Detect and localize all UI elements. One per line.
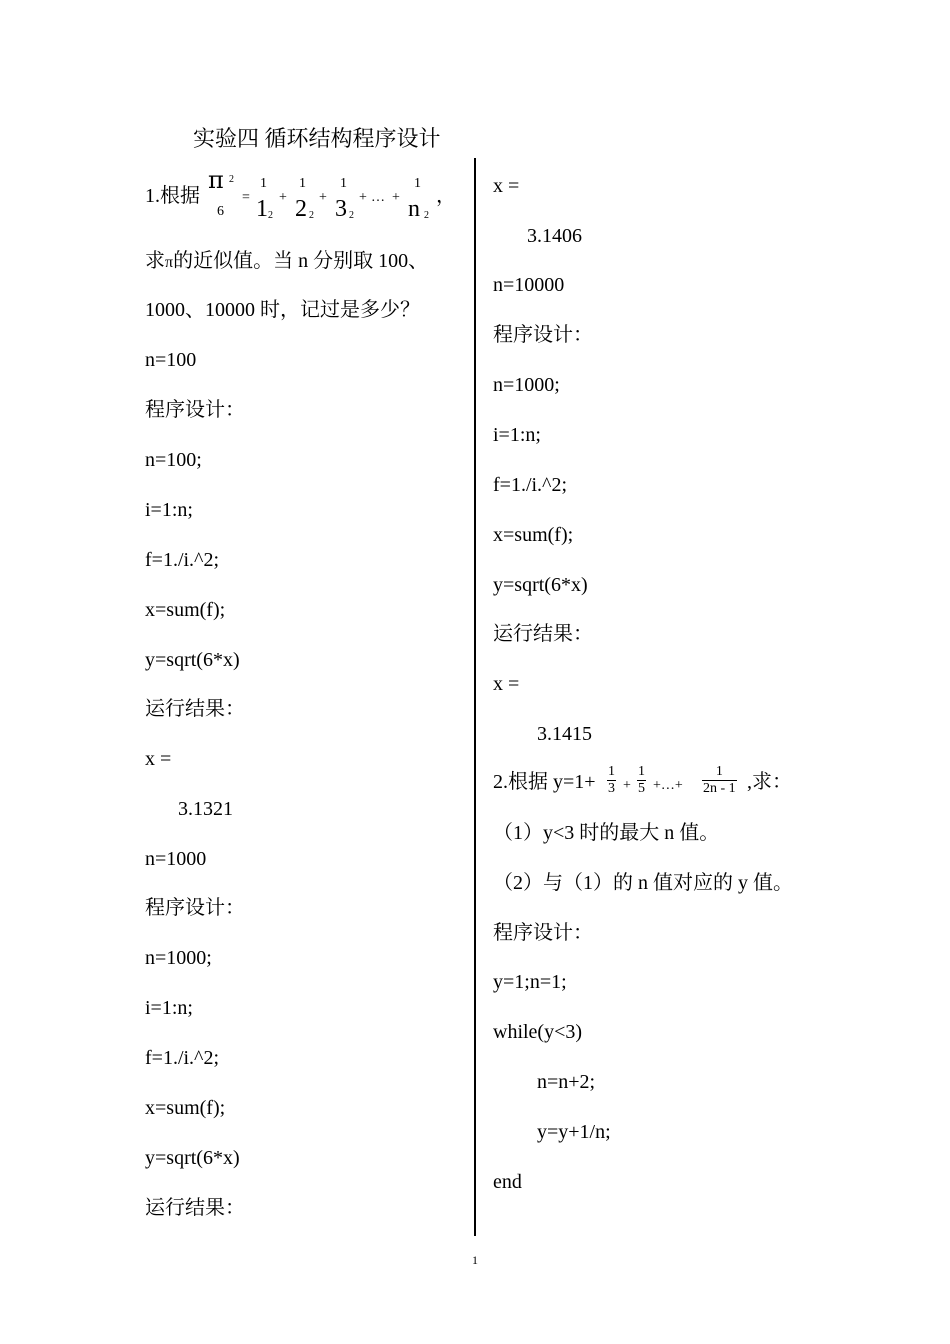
frac1-denominator: 3 <box>608 781 615 796</box>
pi-exponent: 2 <box>229 174 234 185</box>
p2-code-line-5: y=y+1/n; <box>537 1121 611 1143</box>
six-denominator: 6 <box>217 204 224 219</box>
right-line-11: x = <box>493 673 520 695</box>
formula-comma: ， <box>436 185 456 207</box>
left-line-2: 程序设计： <box>145 399 245 421</box>
left-line-4: i=1:n; <box>145 499 193 521</box>
fraction-1-5 <box>637 764 646 797</box>
plus-sign-3: + <box>359 190 367 205</box>
ellipsis: … <box>371 190 385 205</box>
term2-denominator: 2 <box>295 196 307 222</box>
right-line-7: f=1./i.^2; <box>493 474 567 496</box>
plus-sign-1: + <box>279 190 287 205</box>
pi-inline: π <box>165 254 174 271</box>
left-line-6: x=sum(f); <box>145 599 226 621</box>
plus-sign-4: + <box>392 190 400 205</box>
right-line-3: n=10000 <box>493 274 565 296</box>
term2-numerator: 1 <box>299 176 306 191</box>
right-line-8: x=sum(f); <box>493 524 574 546</box>
dots-p2: +…+ <box>653 778 683 793</box>
left-line-11: n=1000 <box>145 848 207 870</box>
right-line-2: 3.1406 <box>527 225 582 247</box>
right-line-12: 3.1415 <box>537 723 592 745</box>
page-title: 实验四 循环结构程序设计 <box>193 126 441 151</box>
left-line-14: i=1:n; <box>145 997 193 1019</box>
left-line-16: x=sum(f); <box>145 1097 226 1119</box>
plus-sign-2: + <box>319 190 327 205</box>
p2-code-line-4: n=n+2; <box>537 1071 596 1093</box>
term1-exponent: 2 <box>268 210 273 221</box>
term3-exponent: 2 <box>349 210 354 221</box>
problem1-prefix: 1.根据 <box>145 185 200 207</box>
plus-sign-p2: + <box>623 778 631 793</box>
problem2-question2: （2）与（1）的 n 值对应的 y 值。 <box>493 872 793 894</box>
left-line-10: 3.1321 <box>178 798 233 820</box>
pi-symbol: π <box>208 166 224 194</box>
left-line-12: 程序设计： <box>145 897 245 919</box>
problem2-question1: （1）y<3 时的最大 n 值。 <box>493 822 720 844</box>
problem1-line3: 1000、10000 时，记过是多少？ <box>145 299 420 321</box>
right-line-9: y=sqrt(6*x) <box>493 574 588 596</box>
right-line-10: 运行结果： <box>493 623 593 645</box>
frac1-numerator: 1 <box>608 764 615 779</box>
left-line-3: n=100; <box>145 449 202 471</box>
problem2-suffix: ,求： <box>747 771 792 793</box>
equals-sign: = <box>242 190 250 205</box>
right-line-6: i=1:n; <box>493 424 541 446</box>
problem1-line2-end: 的近似值。当 n 分别取 100、 <box>173 250 429 272</box>
termn-denominator: n <box>408 196 420 222</box>
left-line-17: y=sqrt(6*x) <box>145 1147 240 1169</box>
term3-numerator: 1 <box>340 176 347 191</box>
problem1-line2-start: 求 <box>145 250 165 272</box>
left-line-15: f=1./i.^2; <box>145 1047 219 1069</box>
problem1-line2 <box>145 249 428 275</box>
term1-denominator: 1 <box>256 196 268 222</box>
p2-code-line-3: while(y<3) <box>493 1021 583 1043</box>
left-line-8: 运行结果： <box>145 698 245 720</box>
problem2-prefix: 2.根据 y=1+ <box>493 771 596 793</box>
right-line-5: n=1000; <box>493 374 560 396</box>
fraction-1-3 <box>607 764 616 797</box>
page-number: 1 <box>472 1253 478 1267</box>
left-line-7: y=sqrt(6*x) <box>145 649 240 671</box>
left-line-18: 运行结果： <box>145 1197 245 1219</box>
left-line-9: x = <box>145 748 172 770</box>
right-line-1: x = <box>493 175 520 197</box>
termn-exponent: 2 <box>424 210 429 221</box>
frac3-denominator: 2n - 1 <box>703 781 736 796</box>
fraction-1-2n-1 <box>702 764 737 797</box>
right-line-4: 程序设计： <box>493 324 593 346</box>
frac2-numerator: 1 <box>638 764 645 779</box>
left-line-1: n=100 <box>145 349 197 371</box>
column-divider <box>474 158 476 1236</box>
frac3-numerator: 1 <box>715 764 723 779</box>
termn-numerator: 1 <box>414 176 421 191</box>
term3-denominator: 3 <box>335 196 347 222</box>
left-line-13: n=1000; <box>145 947 212 969</box>
p2-code-line-6: end <box>493 1171 522 1193</box>
term1-numerator: 1 <box>260 176 267 191</box>
frac2-denominator: 5 <box>638 781 645 796</box>
left-line-5: f=1./i.^2; <box>145 549 219 571</box>
p2-code-line-2: y=1;n=1; <box>493 971 567 993</box>
term2-exponent: 2 <box>309 210 314 221</box>
p2-code-line-1: 程序设计： <box>493 922 593 944</box>
